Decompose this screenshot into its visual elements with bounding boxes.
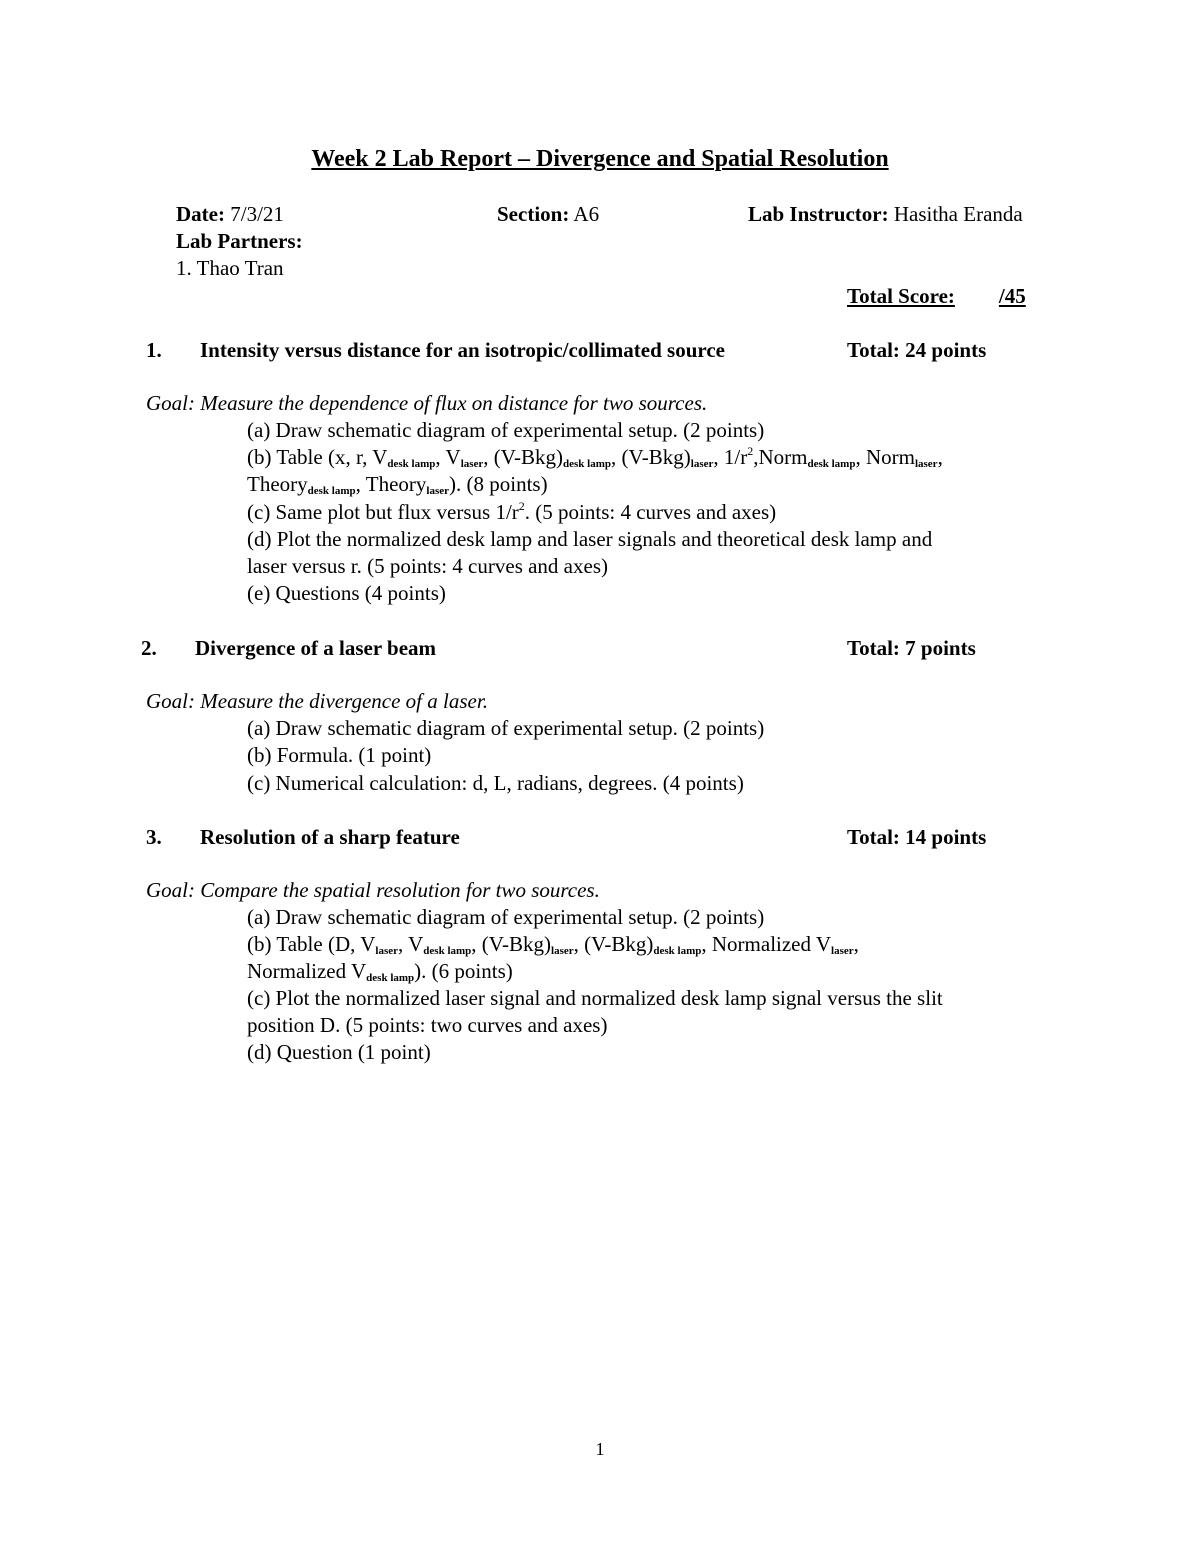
goal-text: Measure the divergence of a laser.	[195, 689, 488, 713]
page-number: 1	[595, 1439, 605, 1459]
s3-item-b-cont	[247, 958, 513, 985]
goal-text: Measure the dependence of flux on distance for two sources.	[195, 391, 708, 415]
subscript: desk lamp	[387, 458, 436, 470]
text-run: , (V-Bkg)	[471, 932, 552, 956]
text-run: , 1/r	[713, 445, 748, 469]
section-2-title: Divergence of a laser beam	[195, 636, 437, 660]
s1-item-d-cont: laser versus r. (5 points: 4 curves and axes)	[247, 554, 608, 578]
subscript: laser	[831, 945, 854, 957]
text-run: , Theory	[355, 472, 427, 496]
subscript: laser	[460, 458, 484, 470]
page-title: Week 2 Lab Report – Divergence and Spatial Resolution	[311, 146, 889, 172]
text-run: , Normalized V	[701, 932, 832, 956]
s1-item-a: (a) Draw schematic diagram of experimental setup. (2 points)	[247, 418, 765, 442]
text-run: ,Norm	[753, 445, 808, 469]
text-run: Normalized V	[247, 959, 367, 983]
text-run: (c) Same plot but flux versus 1/r	[247, 500, 519, 524]
subscript: laser	[375, 945, 398, 957]
s3-item-a: (a) Draw schematic diagram of experimental setup. (2 points)	[247, 905, 765, 929]
total-score-label: Total Score:	[847, 284, 955, 308]
s2-item-b: (b) Formula. (1 point)	[247, 743, 432, 767]
instructor-value: Hasitha Eranda	[888, 202, 1023, 226]
instructor-line	[748, 201, 1023, 228]
subscript: laser	[426, 485, 450, 497]
text-run: , V	[398, 932, 424, 956]
text-run: ,	[937, 445, 943, 469]
s1-item-e: (e) Questions (4 points)	[247, 581, 446, 605]
superscript: 2	[518, 499, 525, 513]
section-1-title: Intensity versus distance for an isotropic/collimated source	[200, 338, 725, 362]
goal-text: Compare the spatial resolution for two sources.	[195, 878, 600, 902]
text-run: (b) Table (x, r, V	[247, 445, 388, 469]
section-line	[497, 201, 599, 228]
text-run: Theory	[247, 472, 308, 496]
s1-item-b-cont	[247, 471, 548, 498]
text-run: , (V-Bkg)	[573, 932, 654, 956]
subscript: desk lamp	[423, 945, 472, 957]
section-2-total: Total: 7 points	[847, 636, 976, 660]
subscript: desk lamp	[563, 458, 612, 470]
subscript: desk lamp	[307, 485, 356, 497]
date-value: 7/3/21	[224, 202, 284, 226]
subscript: desk lamp	[366, 972, 415, 984]
lab-partners-label: Lab Partners:	[176, 229, 303, 253]
s3-item-d: (d) Question (1 point)	[247, 1040, 431, 1064]
section-value: A6	[569, 202, 600, 226]
section-3-title: Resolution of a sharp feature	[200, 825, 460, 849]
goal-label: Goal:	[146, 878, 195, 902]
text-run: , (V-Bkg)	[611, 445, 691, 469]
subscript: desk lamp	[807, 458, 856, 470]
section-3-total: Total: 14 points	[847, 825, 987, 849]
subscript: laser	[914, 458, 938, 470]
s1-item-d: (d) Plot the normalized desk lamp and laser signals and theoretical desk lamp and	[247, 527, 933, 551]
subscript: desk lamp	[653, 945, 702, 957]
s3-item-c-cont: position D. (5 points: two curves and axes)	[247, 1013, 608, 1037]
text-run: , Norm	[855, 445, 915, 469]
section-3-number: 3.	[146, 825, 162, 849]
section-1-number: 1.	[146, 338, 162, 362]
lab-partner-1: 1. Thao Tran	[176, 256, 284, 280]
section-3-goal	[146, 877, 600, 904]
text-run: ). (8 points)	[449, 472, 548, 496]
text-run: , V	[435, 445, 461, 469]
text-run: , (V-Bkg)	[483, 445, 564, 469]
section-1-goal	[146, 390, 707, 417]
s2-item-a: (a) Draw schematic diagram of experimental setup. (2 points)	[247, 716, 765, 740]
subscript: laser	[551, 945, 574, 957]
total-score-value: /45	[998, 284, 1026, 308]
s3-item-c: (c) Plot the normalized laser signal and normalized desk lamp signal versus the slit	[247, 986, 943, 1010]
subscript: laser	[690, 458, 714, 470]
goal-label: Goal:	[146, 689, 195, 713]
date-label: Date:	[176, 202, 225, 226]
total-score	[847, 283, 1026, 310]
text-run: . (5 points: 4 curves and axes)	[524, 500, 777, 524]
text-run: ). (6 points)	[414, 959, 513, 983]
date-line	[176, 201, 284, 228]
s1-item-b	[247, 444, 943, 471]
text-run: (b) Table (D, V	[247, 932, 376, 956]
s2-item-c: (c) Numerical calculation: d, L, radians, degrees. (4 points)	[247, 771, 744, 795]
text-run: ,	[853, 932, 859, 956]
section-2-goal	[146, 688, 488, 715]
s1-item-c	[247, 499, 776, 526]
section-2-number: 2.	[141, 636, 157, 660]
goal-label: Goal:	[146, 391, 195, 415]
section-label: Section:	[497, 202, 570, 226]
s3-item-b	[247, 931, 859, 958]
superscript: 2	[747, 444, 754, 458]
instructor-label: Lab Instructor:	[748, 202, 889, 226]
section-1-total: Total: 24 points	[847, 338, 987, 362]
